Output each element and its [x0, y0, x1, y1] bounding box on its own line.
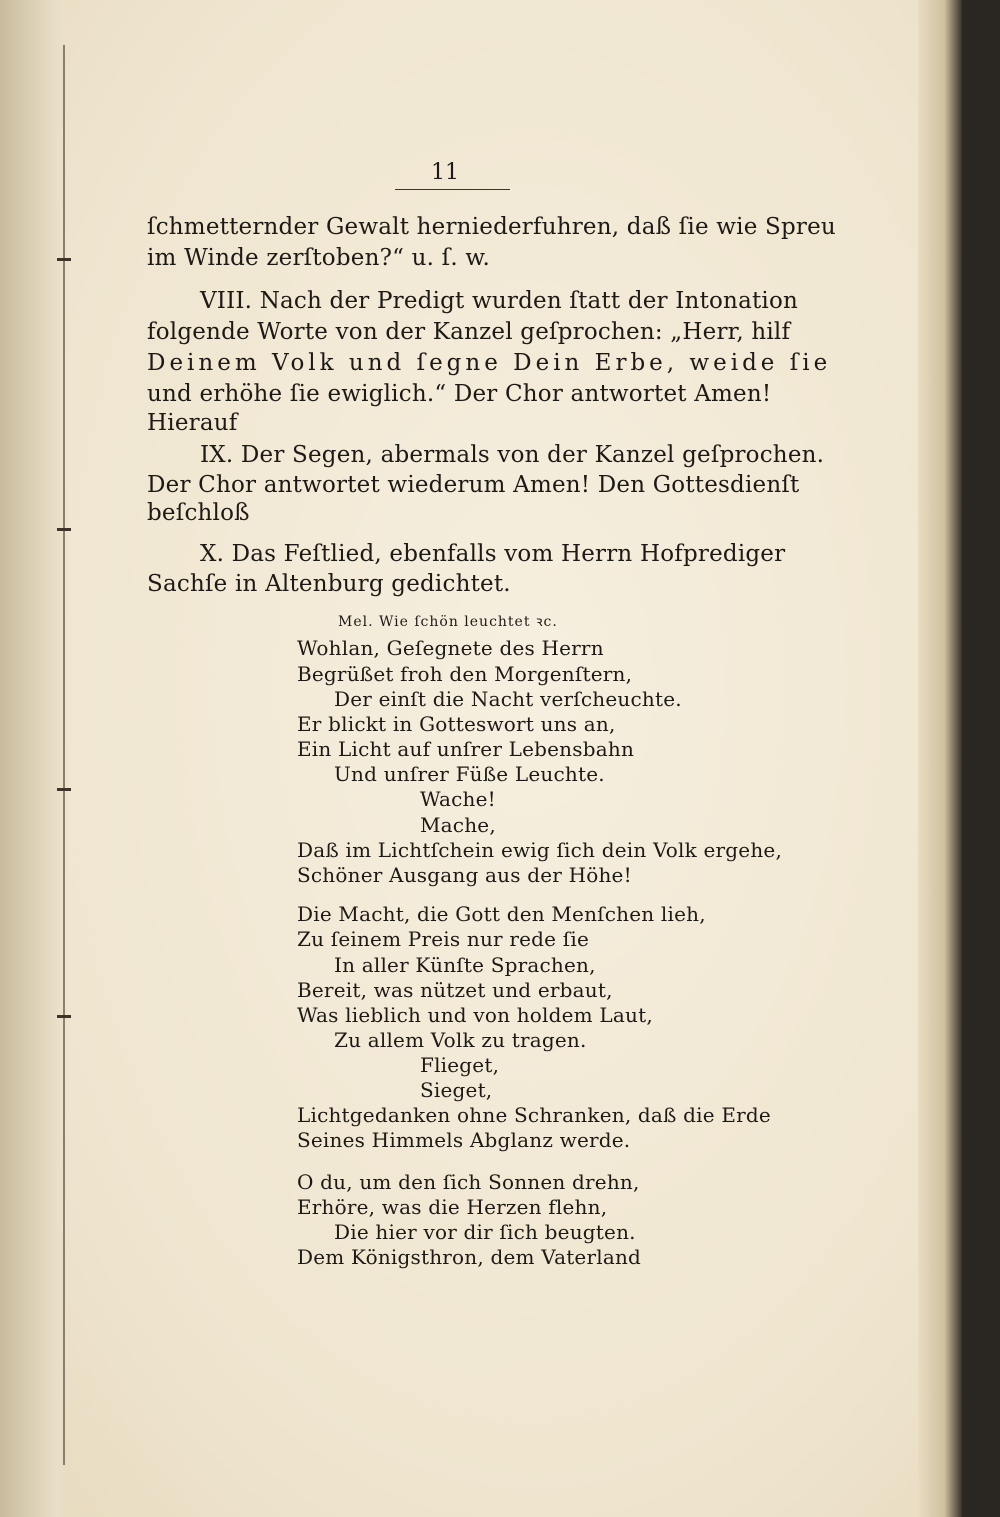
hymn-line: Zu ſeinem Preis nur rede ſie	[297, 927, 589, 951]
text-line: Sachſe in Altenburg gedichtet.	[147, 571, 511, 597]
binding-stitch	[57, 1015, 71, 1018]
text-line: IX. Der Segen, abermals von der Kanzel geſprochen.	[200, 442, 825, 468]
text-line: und erhöhe ſie ewiglich.“ Der Chor antwortet Amen!	[147, 381, 772, 407]
text-line: Deinem Volk und ſegne Dein Erbe, weide ſie	[147, 350, 832, 376]
hymn-line: Daß im Lichtſchein ewig ſich dein Volk ergehe,	[297, 838, 783, 862]
hymn-line: Flieget,	[420, 1053, 500, 1077]
binding-stitch	[57, 788, 71, 791]
binding-stitch	[57, 258, 71, 261]
binding-stitch	[57, 528, 71, 531]
page-number: 11	[431, 160, 459, 185]
hymn-line: O du, um den ſich Sonnen drehn,	[297, 1170, 640, 1194]
text-line: Hierauf	[147, 410, 238, 436]
hymn-line: Wache!	[420, 787, 496, 811]
hymn-line: Und unſrer Füße Leuchte.	[334, 762, 605, 786]
hymn-line: Zu allem Volk zu tragen.	[334, 1028, 587, 1052]
text-line: folgende Worte von der Kanzel geſprochen: „Herr, hilf	[147, 319, 791, 345]
melody-note: Mel. Wie ſchön leuchtet ꝛc.	[338, 614, 558, 630]
hymn-line: In aller Künſte Sprachen,	[334, 953, 596, 977]
hymn-line: Mache,	[420, 813, 496, 837]
hymn-line: Ein Licht auf unſrer Lebensbahn	[297, 737, 635, 761]
text-line: X. Das Feſtlied, ebenfalls vom Herrn Hofprediger	[200, 541, 786, 567]
text-line: beſchloß	[147, 500, 250, 526]
binding-gutter	[0, 0, 70, 1517]
hymn-line: Erhöre, was die Herzen flehn,	[297, 1195, 608, 1219]
hymn-line: Seines Himmels Abglanz werde.	[297, 1128, 631, 1152]
hymn-line: Wohlan, Geſegnete des Herrn	[297, 636, 604, 660]
hymn-line: Die Macht, die Gott den Menſchen lieh,	[297, 902, 706, 926]
hymn-line: Was lieblich und von holdem Laut,	[297, 1003, 653, 1027]
hymn-line: Dem Königsthron, dem Vaterland	[297, 1245, 642, 1269]
page-edge	[918, 0, 962, 1517]
hymn-line: Begrüßet froh den Morgenſtern,	[297, 662, 633, 686]
hymn-line: Lichtgedanken ohne Schranken, daß die Erde	[297, 1103, 771, 1127]
header-rule	[395, 189, 510, 190]
text-line: Der Chor antwortet wiederum Amen! Den Gottesdienſt	[147, 472, 800, 498]
text-line: VIII. Nach der Predigt wurden ſtatt der Intonation	[200, 288, 799, 314]
text-line: im Winde zerſtoben?“ u. ſ. w.	[147, 245, 491, 271]
hymn-line: Schöner Ausgang aus der Höhe!	[297, 863, 632, 887]
hymn-line: Er blickt in Gotteswort uns an,	[297, 712, 616, 736]
hymn-line: Die hier vor dir ſich beugten.	[334, 1220, 636, 1244]
hymn-line: Sieget,	[420, 1078, 493, 1102]
text-line: ſchmetternder Gewalt herniederfuhren, daß ſie wie Spreu	[147, 214, 836, 240]
hymn-line: Der einſt die Nacht verſcheuchte.	[334, 687, 682, 711]
hymn-line: Bereit, was nützet und erbaut,	[297, 978, 613, 1002]
